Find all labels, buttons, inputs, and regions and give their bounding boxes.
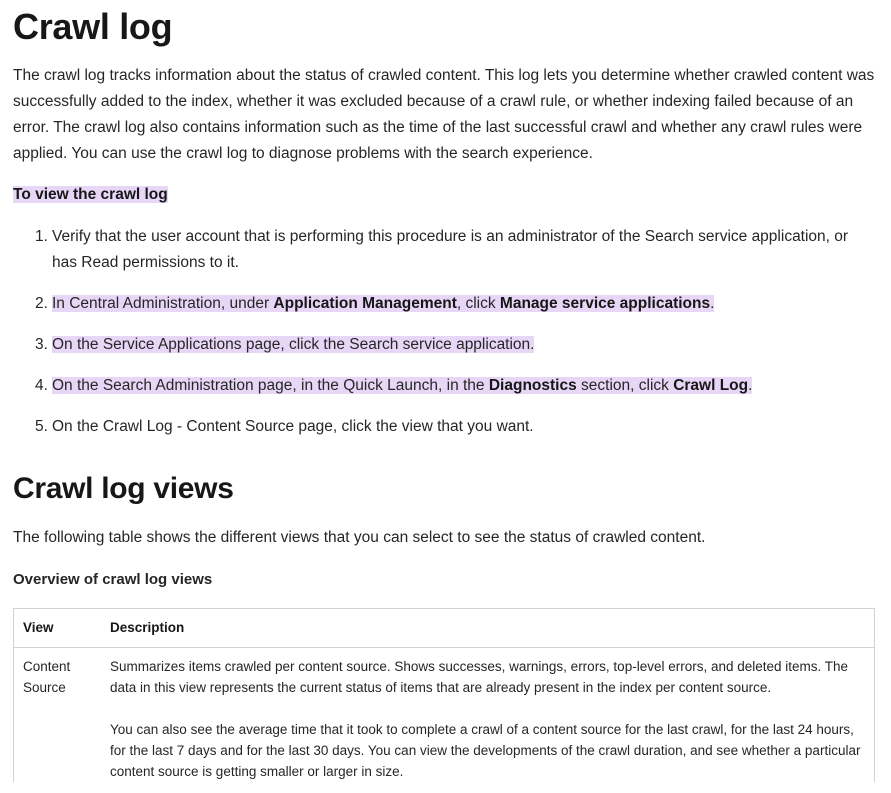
step-number: 5. [35,418,48,435]
step-3 [13,332,877,358]
header-cell-description: Description [110,620,185,635]
step-text-part: On the Search Administration page, in the Quick Launch, in the [52,377,489,394]
cell-view: Content Source [23,659,71,695]
ui-term-crawl-log: Crawl Log [673,377,749,394]
procedure-steps [13,224,877,440]
procedure-title-text: To view the crawl log [13,186,168,203]
step-text [52,295,714,312]
step-text-part: . [748,377,753,394]
step-text-part: , click [456,295,500,312]
step-number: 1. [35,228,48,245]
header-cell-view: View [23,620,54,635]
description-paragraph: Summarizes items crawled per content source. Shows successes, warnings, errors, top-level errors, and deleted items. The data in this view represents the current status of items that are already present in the index per content source. [110,659,849,695]
cell-description [110,656,874,782]
procedure-title [13,182,168,208]
step-number: 3. [35,336,48,353]
step-4 [13,373,877,399]
step-2 [13,291,877,317]
step-text-part: section, click [576,377,674,394]
description-paragraph: You can also see the average time that it took to complete a crawl of a content source for the last crawl, for the last 24 hours, for the last 7 days and for the last 30 days. You can view the developments of the crawl duration, and see whether a particular content source is getting smaller or larger in size. [110,722,861,779]
step-number: 4. [35,377,48,394]
table-row [14,648,874,782]
step-number: 2. [35,295,48,312]
ui-term-manage-service-applications: Manage service applications [499,295,711,312]
step-text: On the Service Applications page, click the Search service application. [52,336,535,353]
step-5 [13,414,877,440]
section-heading-crawl-log-views: Crawl log views [13,472,234,505]
table-header-row [14,609,874,648]
step-text: Verify that the user account that is performing this procedure is an administrator of the Search service application, or has Read permissions to it. [52,228,849,271]
step-text: On the Crawl Log - Content Source page, click the view that you want. [52,418,534,435]
page-title: Crawl log [13,6,173,47]
table-caption: Overview of crawl log views [13,571,213,588]
ui-term-application-management: Application Management [273,295,457,312]
intro-paragraph: The crawl log tracks information about the status of crawled content. This log lets you determine whether crawled content was successfully added to the index, whether it was excluded because of a crawl rule, or whether indexing failed because of an error. The crawl log also contains information such as the time of the last successful crawl and whether any crawl rules were applied. You can use the crawl log to diagnose problems with the search experience. [13,67,875,162]
step-text-part: . [710,295,715,312]
views-intro-paragraph: The following table shows the different views that you can select to see the status of crawled content. [13,529,706,546]
step-text [52,377,752,394]
step-text-part: In Central Administration, under [52,295,274,312]
step-1 [13,224,877,276]
ui-term-diagnostics: Diagnostics [488,377,577,394]
crawl-log-views-table [13,608,875,782]
